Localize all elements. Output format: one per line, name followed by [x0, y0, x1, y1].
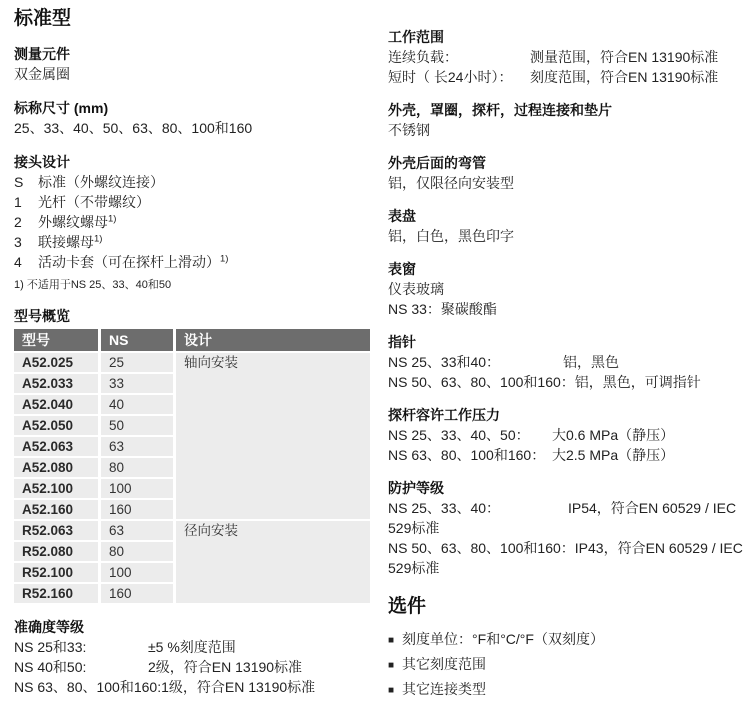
spec-row [388, 498, 744, 538]
model-overview-table [14, 329, 370, 603]
model-cell: A52.033 [14, 374, 98, 393]
spec-line: 铝，仅限径向安装型 [388, 175, 514, 191]
right-column [388, 28, 744, 703]
spec-section-title: 外壳，罩圈，探杆，过程连接和垫片 [388, 102, 612, 118]
model-cell: A52.063 [14, 437, 98, 456]
model-cell: A52.025 [14, 353, 98, 372]
spec-label: NS 50、63、80、100和160： [388, 540, 575, 556]
footnote-marker: 1) [220, 253, 229, 265]
ns-cell: 25 [101, 353, 173, 372]
spec-section-title: 外壳后面的弯管 [388, 155, 486, 171]
connection-design-item [14, 172, 370, 192]
spec-section-title: 表盘 [388, 208, 416, 224]
model-cell: R52.080 [14, 542, 98, 561]
spec-label: 短时（ 长24小时）： [388, 69, 513, 85]
spec-section-bent-tube [388, 154, 744, 193]
connection-design-code: 2 [14, 214, 22, 230]
option-item [388, 628, 744, 653]
spec-value: 大2.5 MPa（静压） [552, 447, 675, 463]
connection-design-code: 4 [14, 254, 22, 270]
accuracy-value: ±5 %刻度范围 [148, 639, 236, 655]
spec-label: NS 63、80、100和160： [388, 447, 546, 463]
ns-cell: 63 [101, 521, 173, 540]
ns-cell: 50 [101, 416, 173, 435]
left-column [14, 8, 370, 697]
connection-design-label: 联接螺母$^{1)}$ [38, 233, 103, 250]
ns-cell: 33 [101, 374, 173, 393]
nominal-size-title: 标称尺寸 (mm) [14, 100, 109, 116]
design-cell: 径向安装 [176, 521, 370, 603]
accuracy-row [14, 637, 370, 657]
spec-section-title: 表窗 [388, 261, 416, 277]
connection-design-item [14, 212, 370, 232]
options-list [388, 628, 744, 703]
ns-cell: 63 [101, 437, 173, 456]
section-connection-design [14, 153, 370, 292]
spec-row [388, 425, 744, 445]
spec-label: NS 25、33、40： [388, 500, 501, 516]
accuracy-value: 2级，符合EN 13190标准 [148, 659, 303, 675]
spec-value: IP54，符合EN 60529 / IEC 529标准 [388, 500, 737, 536]
section-nominal-size [14, 99, 370, 138]
ns-cell: 80 [101, 458, 173, 477]
model-cell: A52.080 [14, 458, 98, 477]
spec-value: 测量范围，符合EN 13190标准 [530, 49, 719, 65]
connection-design-code: 1 [14, 194, 22, 210]
option-item [388, 653, 744, 678]
connection-design-list [14, 172, 370, 272]
spec-section-dial [388, 207, 744, 246]
model-table-header-cell: 设计 [176, 329, 370, 351]
model-table-header-cell: NS [101, 329, 173, 351]
connection-design-item [14, 252, 370, 272]
spec-label: NS 50、63、80、100和160： [388, 374, 575, 390]
accuracy-row [14, 677, 370, 697]
ns-cell: 160 [101, 584, 173, 603]
model-cell: A52.050 [14, 416, 98, 435]
spec-row [388, 47, 744, 67]
footnote-marker: 1) [94, 233, 103, 245]
spec-value: 刻度范围，符合EN 13190标准 [530, 69, 719, 85]
measuring-element-value: 双金属圈 [14, 66, 70, 82]
spec-row [388, 538, 744, 578]
spec-line: 铝，白色，黑色印字 [388, 228, 514, 244]
model-cell: R52.160 [14, 584, 98, 603]
model-cell: R52.063 [14, 521, 98, 540]
connection-design-item [14, 192, 370, 212]
options-title: 选件 [388, 596, 427, 617]
spec-value: 铝，黑色 [563, 354, 619, 370]
spec-section-case-materials [388, 101, 744, 140]
spec-row [388, 352, 744, 372]
spec-label: NS 25、33和40： [388, 354, 501, 370]
spec-row [388, 445, 744, 465]
spec-row [388, 67, 744, 87]
section-measuring-element [14, 45, 370, 84]
accuracy-label: NS 63、80、100和160: [14, 679, 162, 695]
connection-design-label: 活动卡套（可在探杆上滑动）$^{1)}$ [38, 253, 229, 270]
connection-design-footnote: 1) 不适用于NS 25、33、40和50 [14, 279, 172, 291]
option-label: 刻度单位：°F和°C/°F（双刻度） [402, 631, 604, 647]
section-options [388, 596, 744, 703]
option-label: 其它连接类型 [402, 681, 487, 697]
spec-line: 不锈钢 [388, 122, 430, 138]
spec-line: NS 33：聚碳酸酯 [388, 301, 497, 317]
spec-value: IP43，符合EN 60529 / IEC 529标准 [388, 540, 743, 576]
connection-design-label: 外螺纹螺母$^{1)}$ [38, 213, 117, 230]
spec-section-working-range [388, 28, 744, 87]
accuracy-row [14, 657, 370, 677]
connection-design-code: S [14, 174, 24, 190]
spec-section-ingress-protection [388, 479, 744, 578]
ns-cell: 80 [101, 542, 173, 561]
ns-cell: 100 [101, 563, 173, 582]
spec-sections [388, 28, 744, 578]
connection-design-item [14, 232, 370, 252]
section-accuracy [14, 618, 370, 697]
model-table-header-cell: 型号 [14, 329, 98, 351]
connection-design-code: 3 [14, 234, 22, 250]
design-cell: 轴向安装 [176, 353, 370, 519]
model-cell: A52.160 [14, 500, 98, 519]
accuracy-title: 准确度等级 [14, 619, 84, 635]
spec-section-stem-pressure [388, 406, 744, 465]
ns-cell: 40 [101, 395, 173, 414]
option-label: 其它刻度范围 [402, 656, 487, 672]
page-title: 标准型 [14, 8, 72, 29]
spec-line: 仪表玻璃 [388, 281, 444, 297]
spec-section-window [388, 260, 744, 319]
nominal-size-value: 25、33、40、50、63、80、100和160 [14, 120, 253, 136]
connection-design-label: 标准（外螺纹连接） [38, 174, 164, 190]
spec-label: 连续负载： [388, 49, 458, 65]
spec-section-pointer [388, 333, 744, 392]
square-bullet-icon: ■ [388, 635, 395, 646]
connection-design-title: 接头设计 [14, 154, 70, 170]
model-cell: A52.100 [14, 479, 98, 498]
spec-section-title: 探杆容许工作压力 [388, 407, 500, 423]
accuracy-value: 1级，符合EN 13190标准 [161, 679, 316, 695]
spec-value: 大0.6 MPa（静压） [552, 427, 675, 443]
option-item [388, 678, 744, 703]
square-bullet-icon: ■ [388, 660, 395, 671]
accuracy-label: NS 25和33: [14, 639, 87, 655]
spec-section-title: 防护等级 [388, 480, 444, 496]
spec-value: 铝，黑色，可调指针 [574, 374, 701, 390]
section-model-overview [14, 307, 370, 603]
model-cell: R52.100 [14, 563, 98, 582]
spec-section-title: 工作范围 [388, 29, 444, 45]
footnote-marker: 1) [108, 213, 117, 225]
ns-cell: 100 [101, 479, 173, 498]
connection-design-label: 光杆（不带螺纹） [38, 194, 150, 210]
model-cell: A52.040 [14, 395, 98, 414]
square-bullet-icon: ■ [388, 685, 395, 696]
spec-label: NS 25、33、40、50： [388, 427, 530, 443]
spec-section-title: 指针 [388, 334, 416, 350]
accuracy-label: NS 40和50: [14, 659, 87, 675]
accuracy-rows [14, 637, 370, 697]
model-overview-title: 型号概览 [14, 308, 70, 324]
spec-row [388, 372, 744, 392]
measuring-element-title: 测量元件 [14, 46, 70, 62]
ns-cell: 160 [101, 500, 173, 519]
